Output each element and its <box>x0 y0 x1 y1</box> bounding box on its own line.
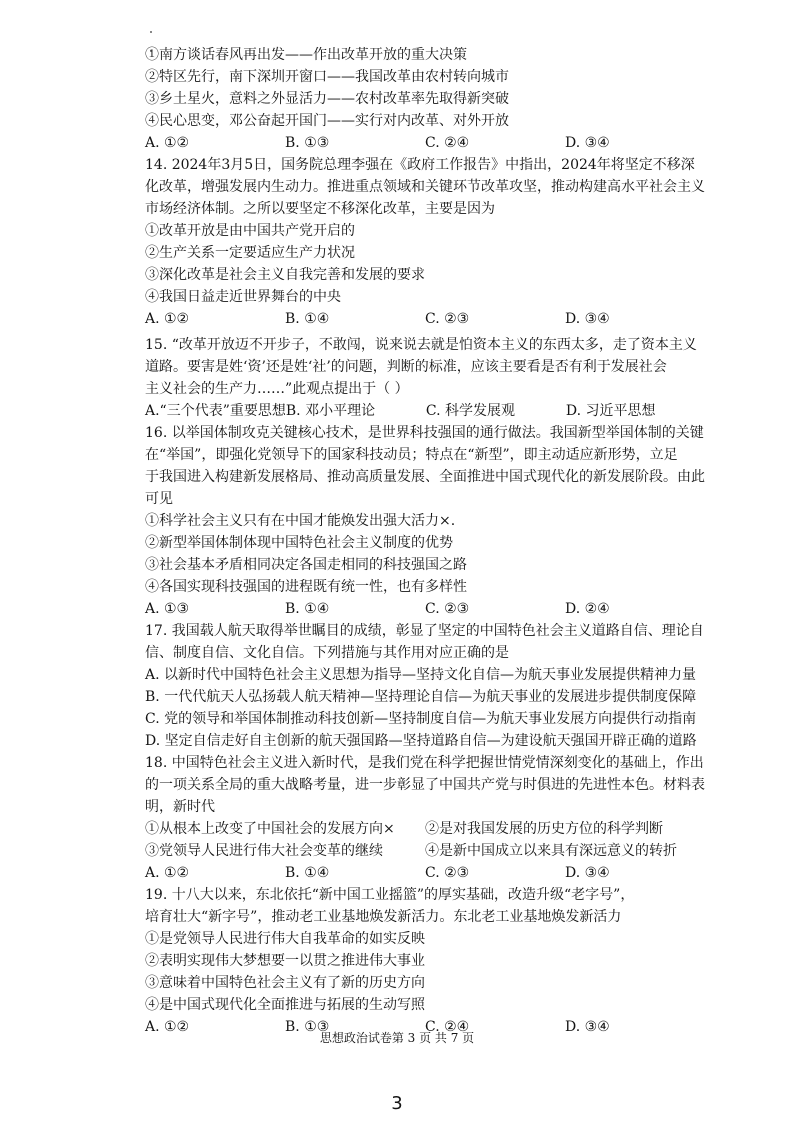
q19-option-c: C. ②④ <box>425 1019 470 1035</box>
q14-item-2: ②生产关系一定要适应生产力状况 <box>145 245 355 261</box>
q19-item-3: ③意味着中国特色社会主义有了新的历史方向 <box>145 975 425 991</box>
q13-option-b: B. ①③ <box>285 135 330 151</box>
q13-options <box>145 132 705 154</box>
q18-stem-line: 18. 中国特色社会主义进入新时代，是我们党在科学把握世情党情深刻变化的基础上，作出 <box>145 755 704 771</box>
question-19 <box>145 884 705 1038</box>
q18-option-c: C. ②③ <box>425 865 470 881</box>
q15-option-c: C. 科学发展观 <box>425 403 515 419</box>
q16-options <box>145 598 705 620</box>
q13-option-d: D. ③④ <box>565 135 610 151</box>
q16-stem-line: 16. 以举国体制攻克关键核心技术，是世界科技强国的通行做法。我国新型举国体制的关键 <box>145 425 704 441</box>
question-content <box>145 44 705 1038</box>
q16-stem-line: 在“举国”，即强化党领导下的国家科技动员；特点在“新型”，即主动适应新形势，立足 <box>145 447 678 463</box>
q18-items-row <box>145 840 705 862</box>
q18-stem-line: 的一项关系全局的重大战略考量，进一步彰显了中国共产党与时俱进的先进性本色。材料表 <box>145 777 705 793</box>
question-15 <box>145 334 705 422</box>
q19-option-d: D. ③④ <box>565 1019 610 1035</box>
q15-option-d: D. 习近平思想 <box>565 403 656 419</box>
q13-option-a: A. ①② <box>145 135 190 151</box>
q17-choice-d: D. 坚定自信走好自主创新的航天强国路—坚持道路自信—为建设航天强国开辟正确的道路 <box>145 733 697 749</box>
q19-stem-line: 19. 十八大以来，东北依托“新中国工业摇篮”的厚实基础，改造升级“老字号”， <box>145 887 635 903</box>
q14-item-3: ③深化改革是社会主义自我完善和发展的要求 <box>145 267 425 283</box>
page-footer: 思想政治试卷第 3 页 共 7 页 <box>319 1031 475 1045</box>
q18-items-row <box>145 818 705 840</box>
q15-stem-line: 主义社会的生产力……”此观点提出于（ ） <box>145 381 409 397</box>
q17-stem-line: 17. 我国载人航天取得举世瞩目的成绩，彰显了坚定的中国特色社会主义道路自信、理论自 <box>145 623 704 639</box>
q17-stem-line: 信、制度自信、文化自信。下列措施与其作用对应正确的是 <box>145 645 509 661</box>
q16-option-c: C. ②③ <box>425 601 470 617</box>
q14-option-c: C. ②③ <box>425 311 470 327</box>
q18-option-a: A. ①② <box>145 865 190 881</box>
q14-option-b: B. ①④ <box>285 311 330 327</box>
q13-item-3: ③乡土星火，意料之外显活力——农村改革率先取得新突破 <box>145 91 509 107</box>
q18-item-2: ②是对我国发展的历史方位的科学判断 <box>425 821 663 837</box>
q19-stem-line: 培育壮大“新字号”，推动老工业基地焕发新活力。东北老工业基地焕发新活力 <box>145 909 622 925</box>
q16-stem-line: 可见 <box>145 491 173 507</box>
q14-stem-line: 14. 2024年3月5日，国务院总理李强在《政府工作报告》中指出，2024年将坚定不移深 <box>145 157 695 173</box>
q15-options <box>145 400 705 422</box>
q14-option-a: A. ①② <box>145 311 190 327</box>
q14-options <box>145 308 705 330</box>
q16-item-3: ③社会基本矛盾相同决定各国走相同的科技强国之路 <box>145 557 467 573</box>
q18-item-1: ①从根本上改变了中国社会的发展方向× <box>145 821 395 837</box>
q15-option-a: A.“三个代表”重要思想 <box>145 403 286 419</box>
q13-item-1: ①南方谈话春风再出发——作出改革开放的重大决策 <box>145 47 467 63</box>
q15-stem-line: 道路。要害是姓‘资’还是姓‘社’的问题，判断的标准，应该主要看是否有利于发展社会 <box>145 359 667 375</box>
q19-option-b: B. ①③ <box>285 1019 330 1035</box>
q15-stem-line: 15. “改革开放迈不开步子，不敢闯，说来说去就是怕资本主义的东西太多，走了资本主义 <box>145 337 697 353</box>
question-14 <box>145 154 705 330</box>
q18-option-d: D. ③④ <box>565 865 610 881</box>
q18-options <box>145 862 705 884</box>
q18-stem-line: 明，新时代 <box>145 799 215 815</box>
q14-item-4: ④我国日益走近世界舞台的中央 <box>145 289 341 305</box>
q14-item-1: ①改革开放是由中国共产党开启的 <box>145 223 355 239</box>
question-13 <box>145 44 705 154</box>
q14-option-d: D. ③④ <box>565 311 610 327</box>
q15-option-b: B. 邓小平理论 <box>285 403 376 419</box>
q16-option-d: D. ②④ <box>565 601 610 617</box>
q16-option-a: A. ①③ <box>145 601 190 617</box>
question-16 <box>145 422 705 620</box>
q14-stem-line: 化改革，增强发展内生动力。推进重点领域和关键环节改革攻坚，推动构建高水平社会主义 <box>145 179 705 195</box>
q17-choice-c: C. 党的领导和举国体制推动科技创新—坚持制度自信—为航天事业发展方向提供行动指南 <box>145 711 697 727</box>
scan-dots <box>150 18 164 22</box>
q19-item-1: ①是党领导人民进行伟大自我革命的如实反映 <box>145 931 425 947</box>
q16-item-4: ④各国实现科技强国的进程既有统一性，也有多样性 <box>145 579 467 595</box>
q19-item-4: ④是中国式现代化全面推进与拓展的生动写照 <box>145 997 425 1013</box>
q19-option-a: A. ①② <box>145 1019 190 1035</box>
q16-stem-line: 于我国进入构建新发展格局、推动高质量发展、全面推进中国式现代化的新发展阶段。由此 <box>145 469 705 485</box>
q16-item-2: ②新型举国体制体现中国特色社会主义制度的优势 <box>145 535 453 551</box>
question-17 <box>145 620 705 752</box>
q18-option-b: B. ①④ <box>285 865 330 881</box>
q14-stem-line: 市场经济体制。之所以要坚定不移深化改革，主要是因为 <box>145 201 495 217</box>
q17-choice-a: A. 以新时代中国特色社会主义思想为指导—坚持文化自信—为航天事业发展提供精神力量 <box>145 667 697 683</box>
question-18 <box>145 752 705 884</box>
q17-choice-b: B. 一代代航天人弘扬载人航天精神—坚持理论自信—为航天事业的发展进步提供制度保障 <box>145 689 697 705</box>
page-number: 3 <box>391 1093 403 1114</box>
q18-item-3: ③党领导人民进行伟大社会变革的继续 <box>145 843 383 859</box>
q13-item-2: ②特区先行，南下深圳开窗口——我国改革由农村转向城市 <box>145 69 509 85</box>
q19-item-2: ②表明实现伟大梦想要一以贯之推进伟大事业 <box>145 953 425 969</box>
q16-item-1: ①科学社会主义只有在中国才能焕发出强大活力×. <box>145 513 456 529</box>
q13-item-4: ④民心思变，邓公奋起开国门——实行对内改革、对外开放 <box>145 113 509 129</box>
q13-option-c: C. ②④ <box>425 135 470 151</box>
q18-item-4: ④是新中国成立以来具有深远意义的转折 <box>425 843 677 859</box>
q16-option-b: B. ①④ <box>285 601 330 617</box>
